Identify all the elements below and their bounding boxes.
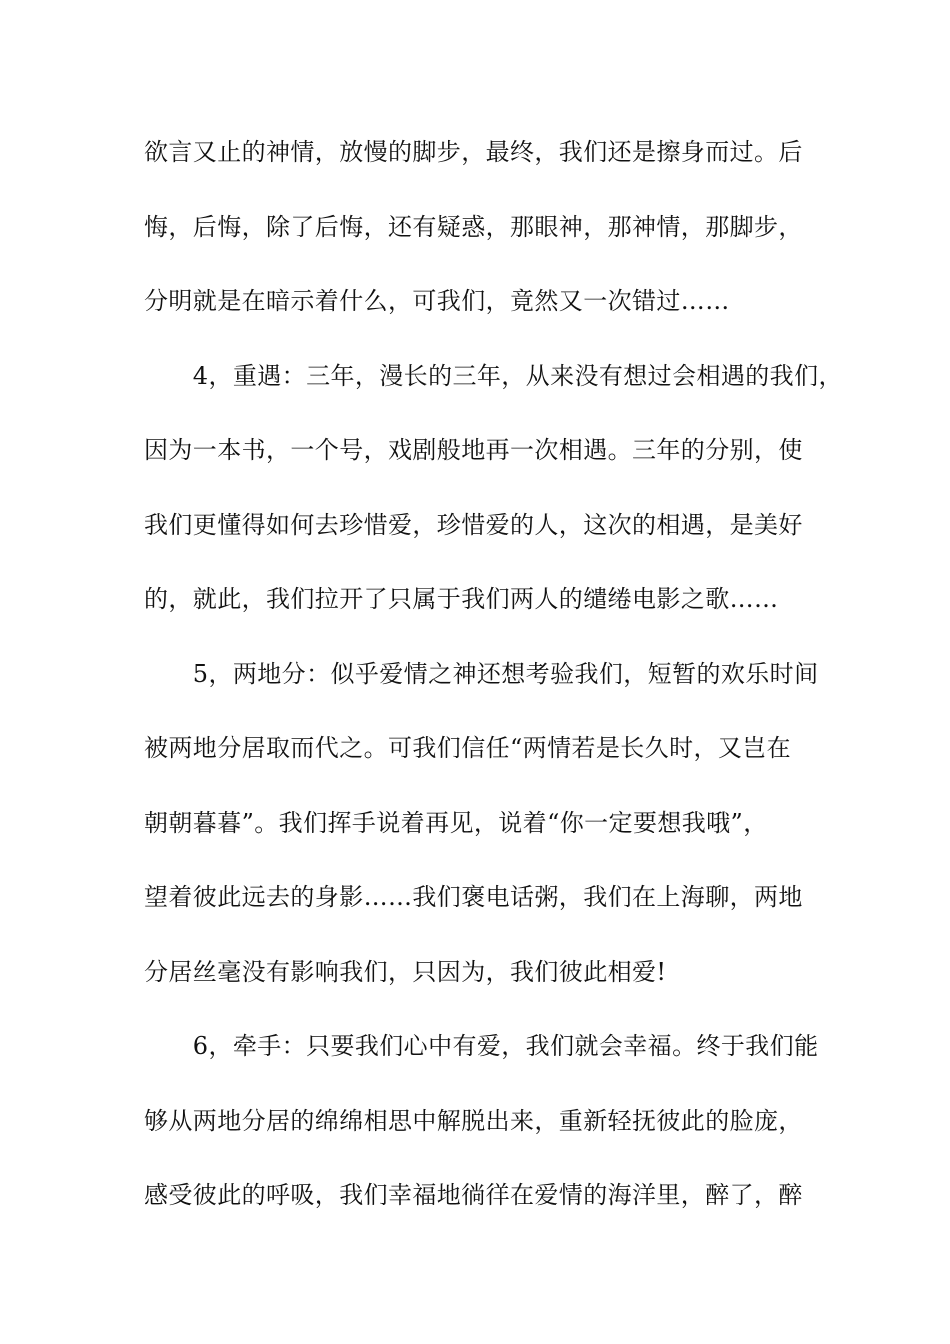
text-line: 够从两地分居的绵绵相思中解脱出来，重新轻抚彼此的脸庞， xyxy=(144,1106,803,1135)
text-line: 感受彼此的呼吸，我们幸福地徜徉在爱情的海洋里，醉了，醉 xyxy=(144,1181,803,1209)
text-line: 被两地分居取而代之。可我们信任“两情若是长久时，又岂在 xyxy=(144,734,792,762)
text-line: 因为一本书，一个号，戏剧般地再一次相遇。三年的分别，使 xyxy=(144,436,803,464)
text-line: 望着彼此远去的身影……我们褒电话粥，我们在上海聊，两地 xyxy=(144,883,803,911)
text-line: 我们更懂得如何去珍惜爱，珍惜爱的人，这次的相遇，是美好 xyxy=(144,510,803,539)
text-line: 5，两地分：似乎爱情之神还想考验我们，短暂的欢乐时间 xyxy=(144,659,819,688)
text-line: 的，就此，我们拉开了只属于我们两人的缱绻电影之歌…… xyxy=(144,585,779,613)
text-line: 欲言又止的神情，放慢的脚步，最终，我们还是擦身而过。后 xyxy=(144,138,803,166)
text-line: 分明就是在暗示着什么，可我们，竟然又一次错过…… xyxy=(144,287,730,315)
body-text xyxy=(144,134,843,1214)
text-line: 悔，后悔，除了后悔，还有疑惑，那眼神，那神情，那脚步， xyxy=(144,212,803,241)
text-line: 4，重遇：三年，漫长的三年，从来没有想过会相遇的我们， xyxy=(144,361,843,390)
text-line: 6，牵手：只要我们心中有爱，我们就会幸福。终于我们能 xyxy=(144,1032,819,1060)
text-line: 朝朝暮暮”。我们挥手说着再见，说着“你一定要想我哦”， xyxy=(144,808,768,837)
text-line: 分居丝毫没有影响我们，只因为，我们彼此相爱! xyxy=(144,957,667,986)
